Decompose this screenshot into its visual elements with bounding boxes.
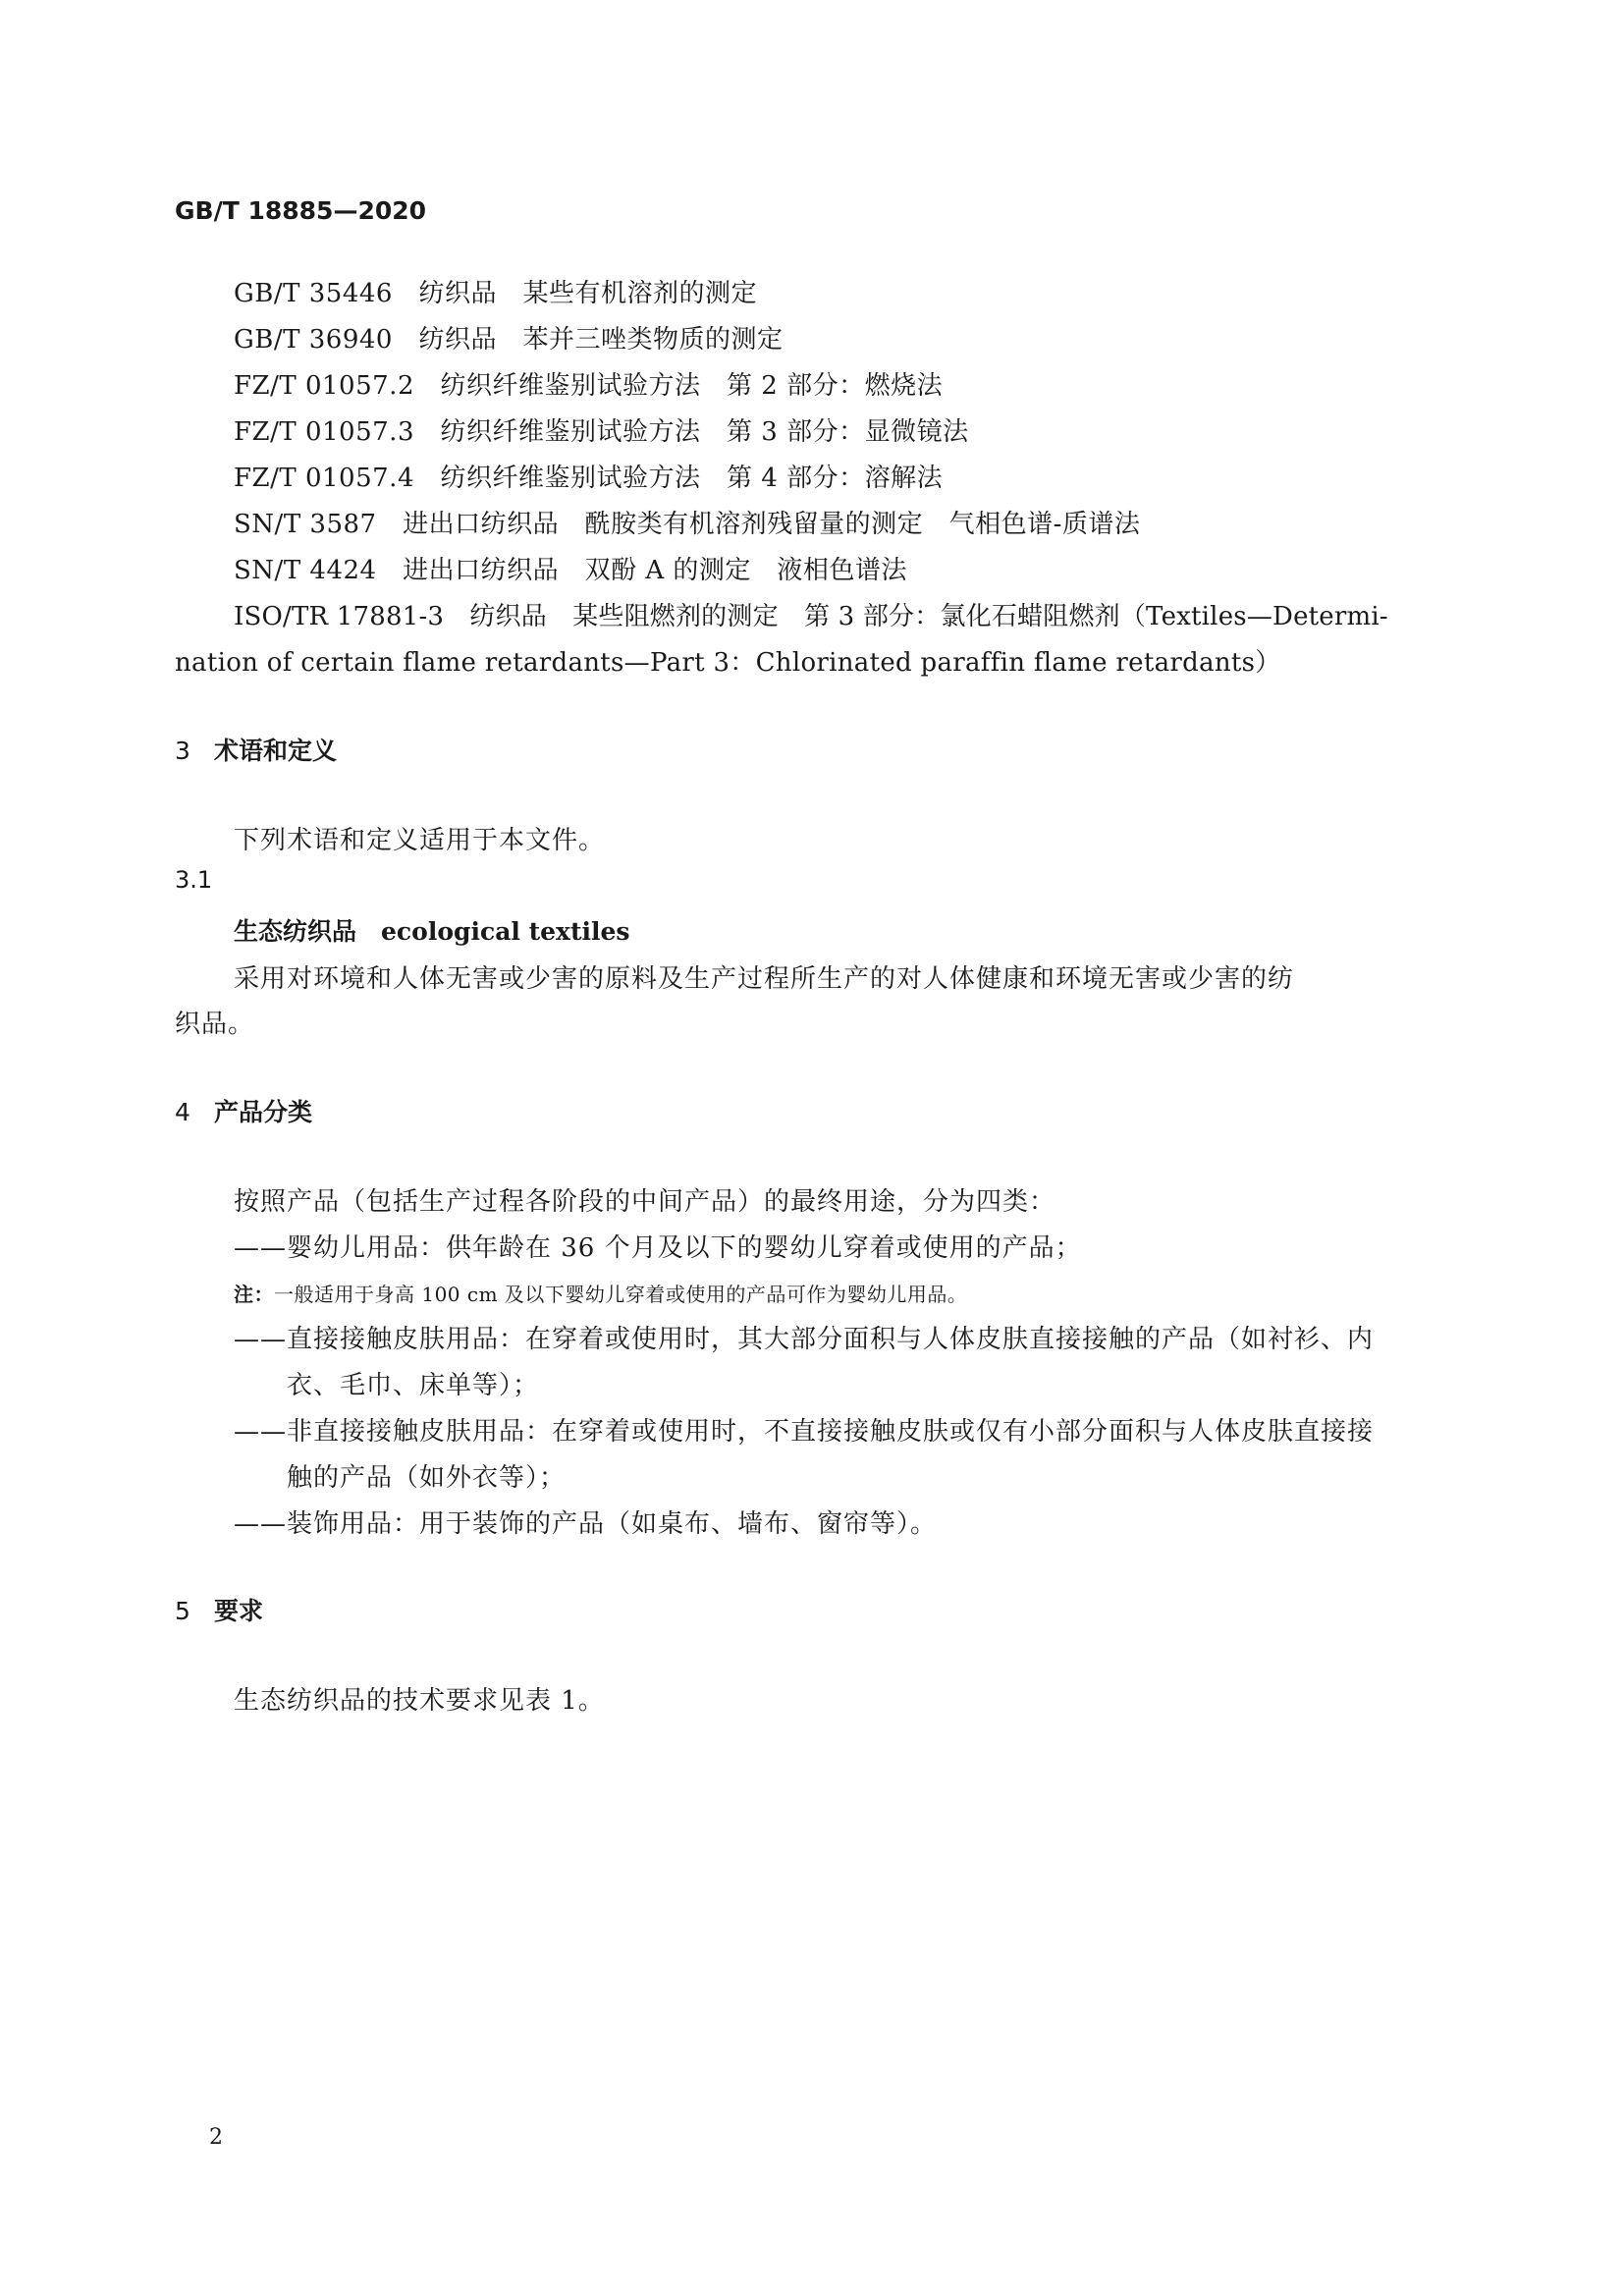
reference-code: SN/T 3587 [234,510,377,539]
section-5-text: 生态纺织品的技术要求见表 1。 [234,1686,605,1716]
section-title: 术语和定义 [214,737,338,765]
category-item-continuation: 衣、毛巾、床单等）； [287,1371,540,1400]
category-item: ——非直接接触皮肤用品：在穿着或使用时，不直接接触皮肤或仅有小部分面积与人体皮肤直接接 [234,1417,1375,1447]
reference-title: 进出口纺织品 双酚 A 的测定 液相色谱法 [403,556,907,585]
term-chinese: 生态纺织品 [234,917,357,946]
reference-title: 纺织品 苯并三唑类物质的测定 [418,325,784,355]
section-number: 4 [175,1098,190,1126]
reference-code: FZ/T 01057.4 [234,464,414,493]
note-text: 一般适用于身高 100 cm 及以下婴幼儿穿着或使用的产品可作为婴幼儿用品。 [274,1283,968,1306]
category-item: ——婴幼儿用品：供年龄在 36 个月及以下的婴幼儿穿着或使用的产品； [234,1233,1082,1263]
reference-code: FZ/T 01057.2 [234,371,414,401]
section-number: 3 [175,737,190,765]
reference-item [234,550,907,586]
reference-title: 纺织纤维鉴别试验方法 第 3 部分：显微镜法 [440,417,969,447]
category-item-continuation: 触的产品（如外衣等）； [287,1463,567,1493]
reference-item [234,319,783,355]
iso-reference-line1: ISO/TR 17881-3 纺织品 某些阻燃剂的测定 第 3 部分：氯化石蜡阻燃剂（Textiles—Determi- [234,602,1388,631]
section-4-intro: 按照产品（包括生产过程各阶段的中间产品）的最终用途，分为四类： [234,1187,1056,1217]
page-number: 2 [209,2125,223,2150]
section-3-heading [175,732,337,767]
category-item: ——装饰用品：用于装饰的产品（如桌布、墙布、窗帘等）。 [234,1509,938,1539]
term-english: ecological textiles [381,917,630,946]
reference-code: GB/T 35446 [234,279,393,308]
reference-title: 纺织品 某些有机溶剂的测定 [418,279,757,308]
section-title: 要求 [214,1597,264,1625]
section-title: 产品分类 [214,1098,313,1126]
reference-code: GB/T 36940 [234,325,393,355]
term-definition-line1: 采用对环境和人体无害或少害的原料及生产过程所生产的对人体健康和环境无害或少害的纺 [234,964,1295,994]
term-heading [234,912,630,948]
iso-reference-line2: nation of certain flame retardants—Part 3：Chlorinated paraffin flame retardants） [175,648,1281,678]
reference-item [234,411,969,448]
section-4-heading [175,1093,312,1128]
section-5-heading [175,1592,263,1627]
reference-item [234,365,943,402]
reference-title: 纺织纤维鉴别试验方法 第 2 部分：燃烧法 [440,371,944,401]
reference-code: FZ/T 01057.3 [234,417,414,447]
reference-code: SN/T 4424 [234,556,377,585]
note [234,1279,967,1307]
section-number: 5 [175,1597,190,1625]
term-definition-line2: 织品。 [175,1010,255,1039]
reference-title: 纺织纤维鉴别试验方法 第 4 部分：溶解法 [440,464,944,493]
note-label: 注： [234,1283,274,1306]
reference-item [234,273,757,309]
category-item: ——直接接触皮肤用品：在穿着或使用时，其大部分面积与人体皮肤直接接触的产品（如衬衫、内 [234,1325,1375,1354]
reference-item [234,504,1140,540]
document-code: GB/T 18885—2020 [175,196,427,225]
reference-title: 进出口纺织品 酰胺类有机溶剂残留量的测定 气相色谱-质谱法 [403,510,1141,539]
term-number: 3.1 [175,866,213,894]
section-3-intro: 下列术语和定义适用于本文件。 [234,826,606,855]
reference-item [234,458,943,494]
